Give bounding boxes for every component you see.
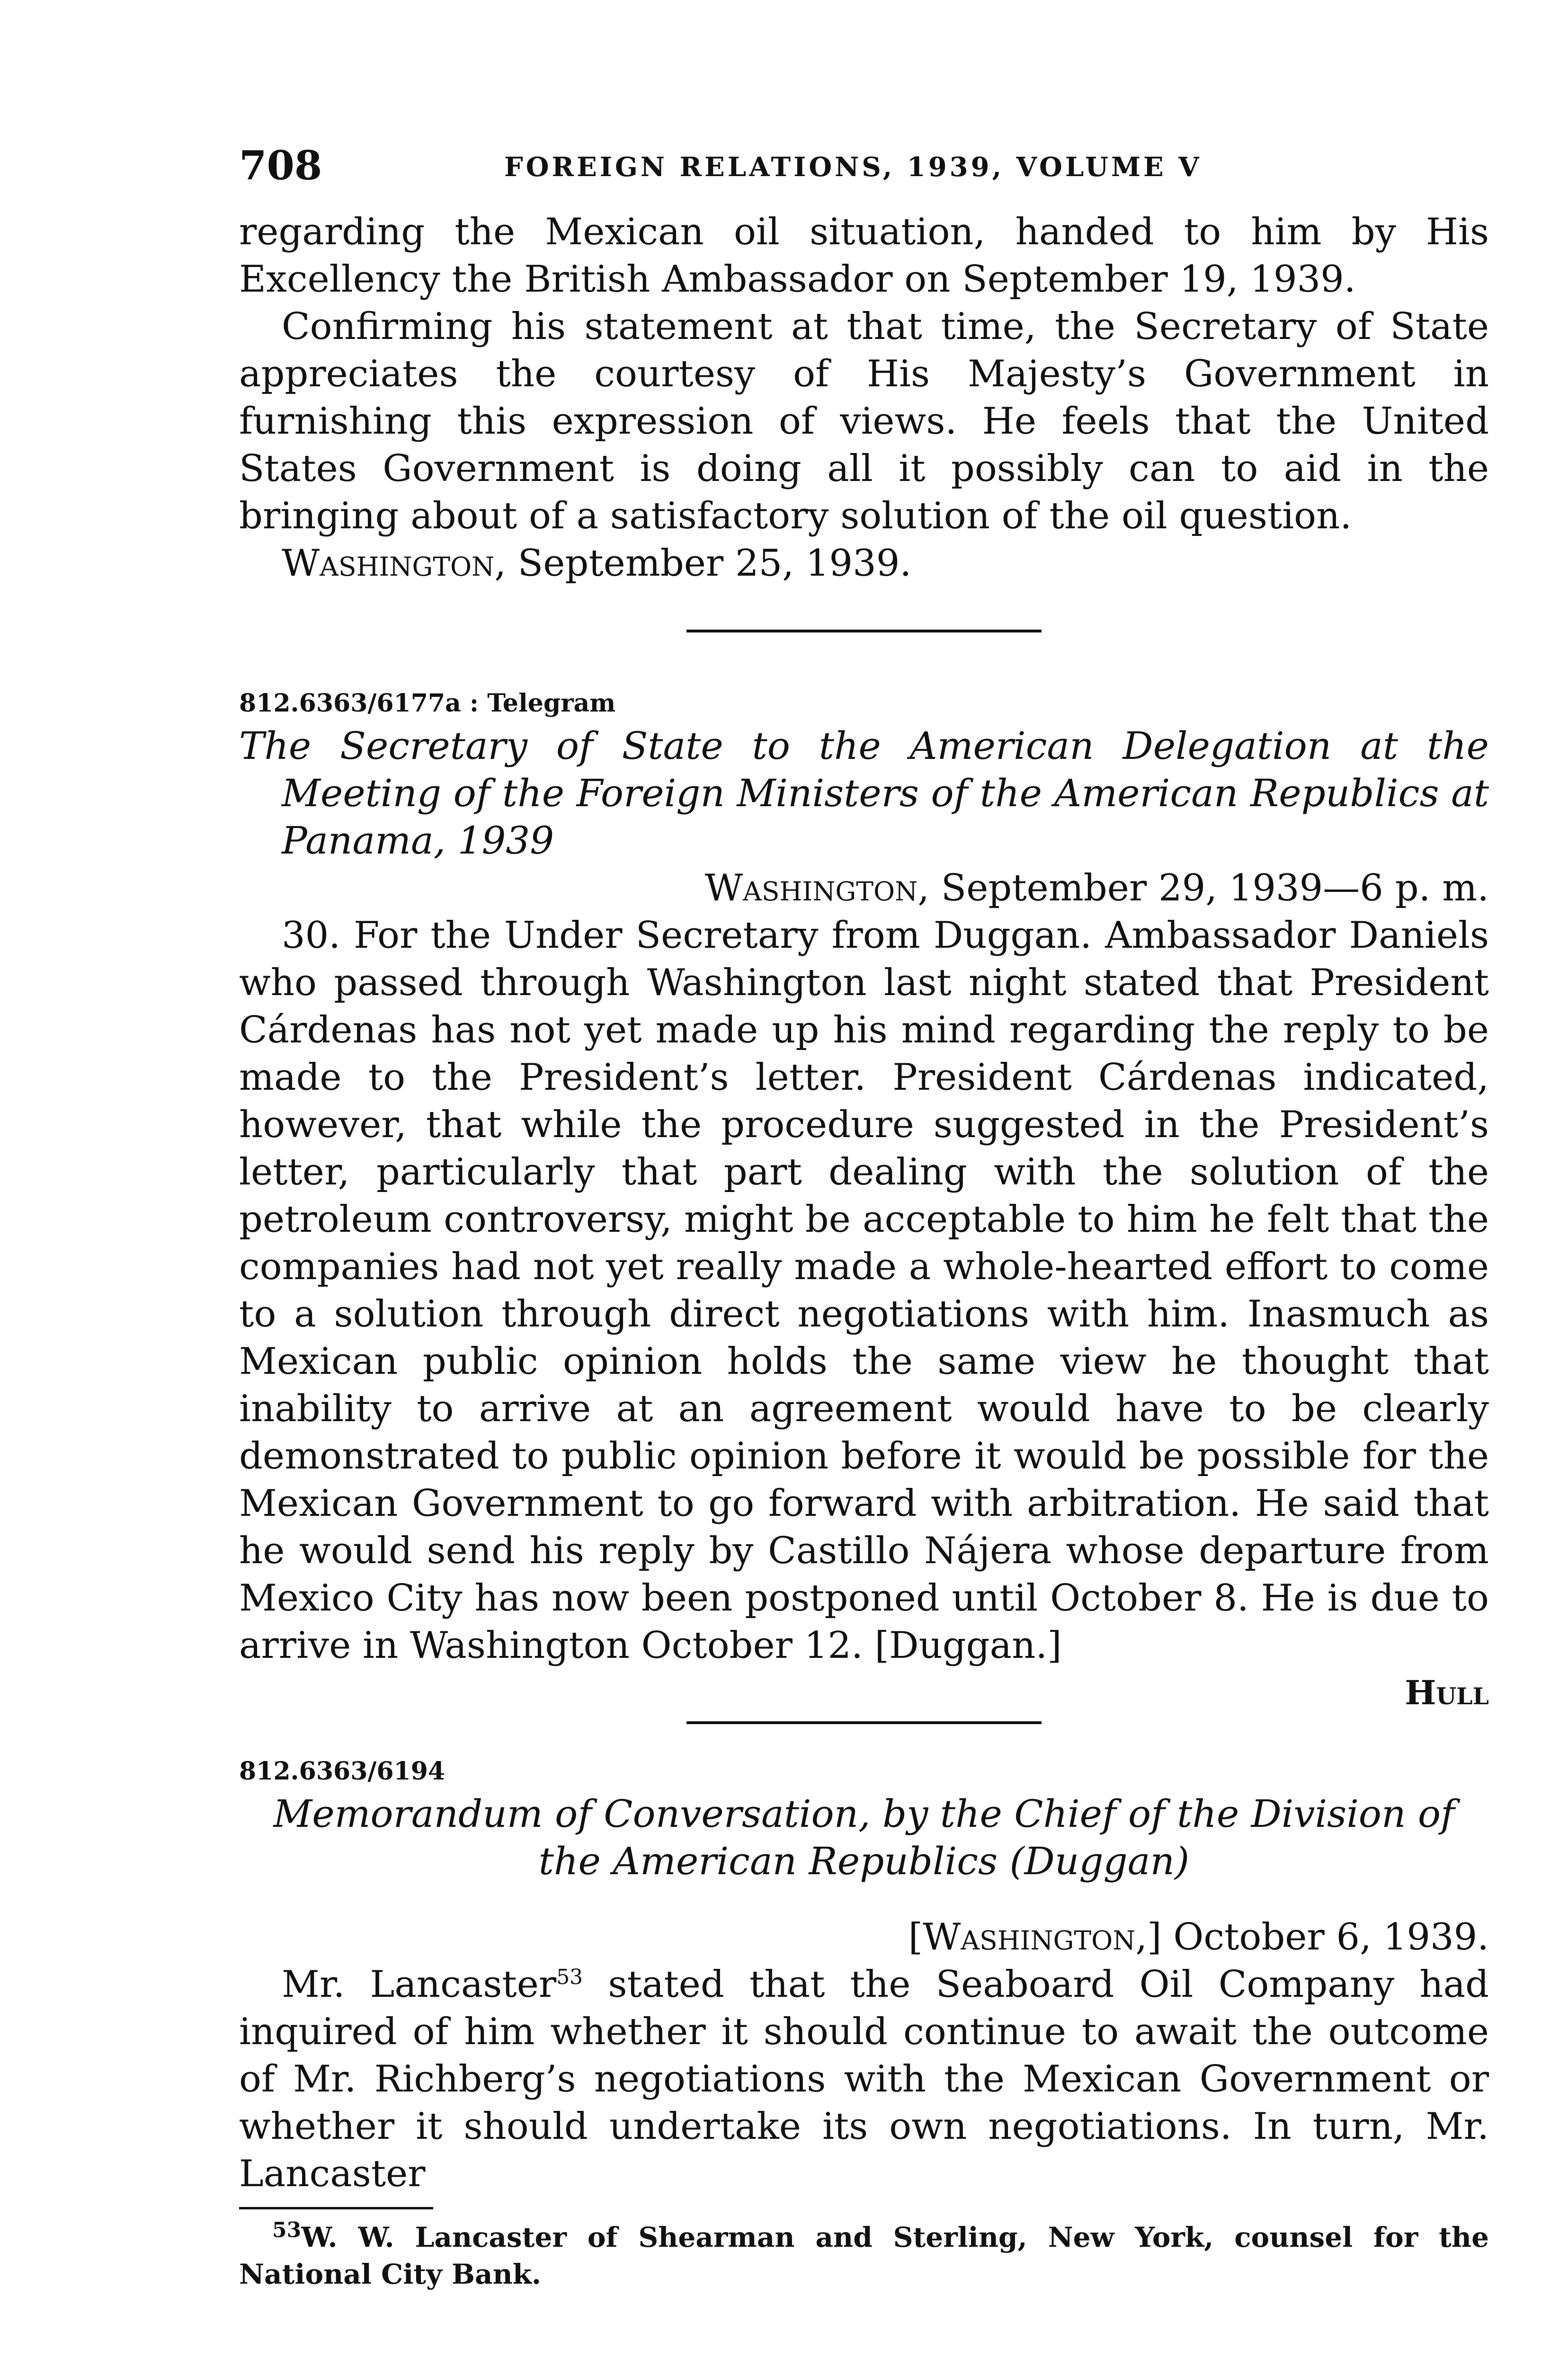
signature: Hull	[1405, 1673, 1489, 1712]
memorandum-body	[239, 1961, 1489, 2198]
closing-place: Washington	[282, 542, 495, 585]
memorandum-body-rest: stated that the Seaboard Oil Company had inquired of him whether it should continue to await the outcome of Mr. Richberg’s negotiations with the Mexican Government or whether it should undertake its own negotiations. In turn, Mr. Lancaster	[239, 1963, 1489, 2195]
telegram-body: 30. For the Under Secretary from Duggan. Ambassador Daniels who passed through Washington last night stated that President Cárdenas has not yet made up his mind regarding the reply to be made to the President’s letter. President Cárdenas indicated, however, that while the procedure suggested in the President’s letter, particularly that part dealing with the solution of the petroleum controversy, might be acceptable to him he felt that the companies had not yet really made a whole-hearted effort to come to a solution through direct negotiations with him. Inasmuch as Mexican public opinion holds the same view he thought that inability to arrive at an agreement would have to be clearly demonstrated to public opinion before it would be possible for the Mexican Government to go forward with arbitration. He said that he would send his reply by Castillo Nájera whose departure from Mexico City has now been postponed until October 8. He is due to arrive in Washington October 12. [Duggan.]	[239, 914, 1489, 1667]
running-head: FOREIGN RELATIONS, 1939, VOLUME V	[504, 151, 1202, 183]
section-divider	[686, 1721, 1042, 1724]
dateline-date: ,] October 6, 1939.	[1135, 1916, 1489, 1958]
document-title: The Secretary of State to the American Delegation at the Meeting of the Foreign Ministers of the American Republics at Panama, 1939	[239, 724, 1489, 863]
closing-date: , September 25, 1939.	[494, 542, 912, 585]
file-number: 812.6363/6194	[239, 1757, 445, 1786]
memorandum-body-start: Mr. Lancaster	[282, 1963, 557, 2006]
dateline	[239, 864, 1489, 912]
file-number: 812.6363/6177a : Telegram	[239, 689, 616, 718]
footnote-divider	[239, 2207, 433, 2209]
footnote-number: 53	[272, 2218, 302, 2242]
dateline-place: Washington	[704, 867, 918, 909]
section-divider	[686, 630, 1042, 632]
dateline	[239, 1913, 1489, 1961]
footnote-reference[interactable]: 53	[556, 1965, 583, 1989]
dateline-date: , September 29, 1939—6 p. m.	[918, 867, 1489, 909]
closing-place-date	[239, 540, 1489, 587]
footnote-text: W. W. Lancaster of Shearman and Sterling, New York, counsel for the National City Bank.	[239, 2221, 1489, 2290]
dateline-bracket: [	[908, 1916, 923, 1958]
document-page	[239, 142, 1489, 2293]
dateline-place: Washington	[923, 1916, 1136, 1958]
page-header	[239, 142, 1489, 208]
paragraph-confirming: Confirming his statement at that time, the Secretary of State appreciates the courtesy of His Majesty’s Government in furnishing this expression of views. He feels that the United States Government is doing all it possibly can to aid in the bringing about of a satisfactory solution of the oil question.	[239, 305, 1489, 537]
document-title: Memorandum of Conversation, by the Chief of the Division of the American Republics (Duggan)	[273, 1792, 1455, 1883]
footnote	[239, 2219, 1489, 2293]
paragraph-continuation: regarding the Mexican oil situation, handed to him by His Excellency the British Ambassador on September 19, 1939.	[239, 211, 1489, 301]
page-number: 708	[239, 142, 322, 189]
